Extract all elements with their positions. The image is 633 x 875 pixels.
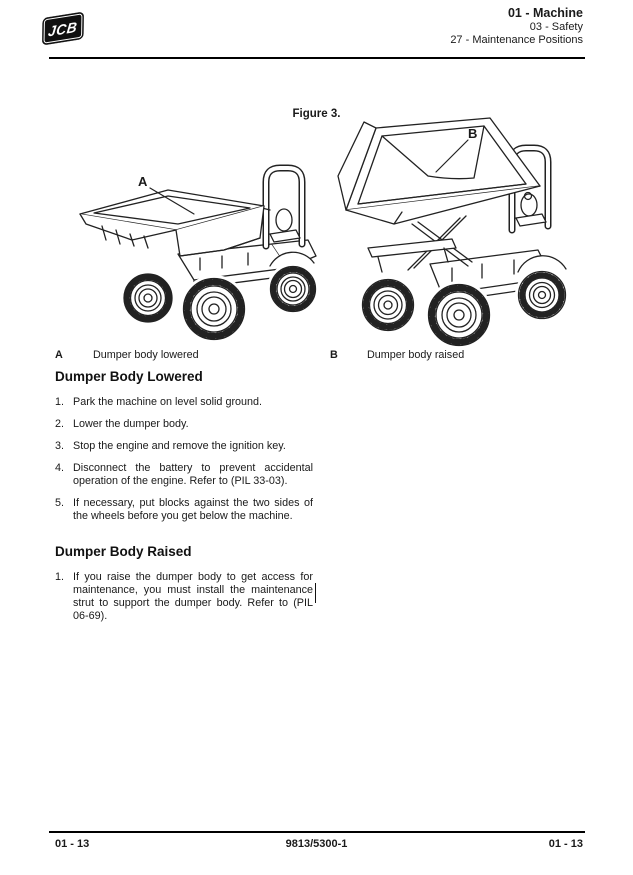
item-number: 4. [55, 462, 65, 474]
footer-rule [49, 831, 585, 833]
list-item [55, 497, 315, 523]
legend-b-key: B [330, 349, 338, 361]
item-number: 1. [55, 571, 65, 583]
section-title: 03 - Safety [529, 21, 583, 33]
item-text: Lower the dumper body. [73, 418, 189, 430]
item-text: Disconnect the battery to prevent accidental operation of the engine. Refer to (PIL 33-03). [73, 462, 313, 487]
figure-legend-b [330, 349, 464, 361]
item-number: 5. [55, 497, 65, 509]
list-item [55, 571, 315, 623]
machine-b-illustration [332, 112, 599, 351]
figure-label-a: A [138, 174, 148, 189]
list-item [55, 462, 315, 488]
footer-publication-number: 9813/5300-1 [285, 838, 348, 850]
item-number: 1. [55, 396, 65, 408]
chapter-title: 01 - Machine [507, 6, 583, 20]
item-text: Stop the engine and remove the ignition key. [73, 440, 286, 452]
list-item [55, 396, 315, 409]
jcb-logo-icon [42, 12, 84, 46]
footer-page-number-left: 01 - 13 [55, 838, 90, 850]
footer-page-number-right: 01 - 13 [548, 838, 583, 850]
figure-caption: Figure 3. [292, 108, 341, 120]
item-text [73, 571, 313, 623]
wheel-icon [267, 263, 319, 315]
wheel-icon [120, 270, 176, 326]
wheel-icon [515, 268, 569, 322]
figure-label-b: B [468, 126, 478, 141]
wheel-icon [425, 281, 493, 349]
wheel-icon [180, 275, 248, 343]
header-rule [49, 57, 585, 59]
list-item [55, 440, 315, 453]
figure-legend-a [55, 349, 199, 361]
item-text: If necessary, put blocks against the two sides of the wheels before you get below the machine. [73, 497, 313, 522]
list-item [55, 418, 315, 431]
heading-dumper-body-raised: Dumper Body Raised [55, 544, 192, 559]
machine-a-illustration [72, 146, 324, 350]
item-number: 3. [55, 440, 65, 452]
item-number: 2. [55, 418, 65, 430]
item-text: Park the machine on level solid ground. [73, 396, 263, 408]
item-text-inner: If you raise the dumper body to get access for maintenance, you must install the maintenance strut to support the dumper body. Refer to (PIL 06-69). [73, 571, 313, 622]
subsection-title: 27 - Maintenance Positions [450, 34, 583, 46]
jcb-logo-text: JCB [47, 17, 79, 40]
content-column [55, 369, 315, 632]
legend-a-key: A [55, 349, 63, 361]
legend-b-text: Dumper body raised [367, 349, 465, 361]
legend-a-text: Dumper body lowered [93, 349, 199, 361]
revision-bar [315, 583, 317, 603]
wheel-icon [359, 276, 417, 334]
heading-dumper-body-lowered: Dumper Body Lowered [55, 369, 203, 384]
header [450, 6, 583, 47]
